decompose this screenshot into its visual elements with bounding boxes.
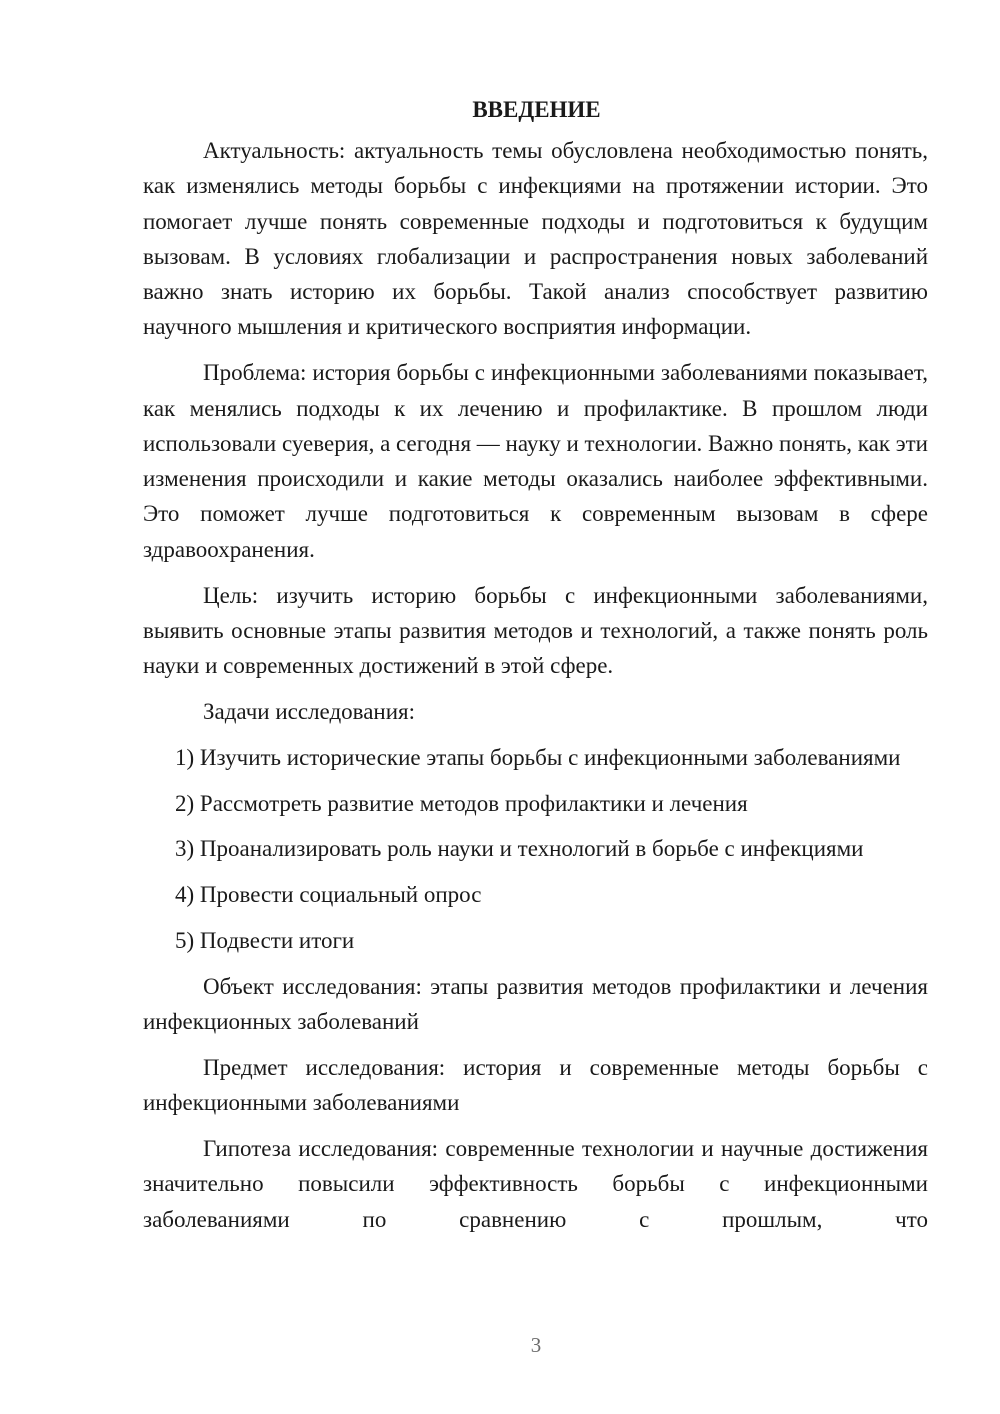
paragraph-subject: Предмет исследования: история и современные методы борьбы с инфекционными заболеваниями: [143, 1054, 928, 1116]
tasks-list: [143, 740, 928, 958]
paragraph-relevance: Актуальность: актуальность темы обусловлена необходимостью понять, как изменялись методы борьбы с инфекциями на протяжении истории. Это помогает лучше понять современные подходы и подготовиться к будущим вызовам. В условиях глобализации и распространения новых заболеваний важно знать историю их борьбы. Такой анализ способствует развитию научного мышления и критического восприятия информации.: [143, 138, 928, 340]
paragraph-problem: Проблема: история борьбы с инфекционными заболеваниями показывает, как менялись подходы к их лечению и профилактике. В прошлом люди использовали суеверия, а сегодня — науку и технологии. Важно понять, как эти изменения происходили и какие методы оказались наиболее эффективными. Это поможет лучше подготовиться к современным вызовам в сфере здравоохранения.: [143, 360, 928, 562]
document-page: [143, 92, 928, 1237]
list-item: 1) Изучить исторические этапы борьбы с инфекционными заболеваниями: [175, 744, 901, 770]
paragraph-goal: Цель: изучить историю борьбы с инфекционными заболеваниями, выявить основные этапы развития методов и технологий, а также понять роль науки и современных достижений в этой сфере.: [143, 582, 928, 679]
list-item: 5) Подвести итоги: [175, 927, 355, 953]
tasks-heading: Задачи исследования:: [203, 698, 416, 724]
section-title: ВВЕДЕНИЕ: [472, 97, 601, 122]
paragraph-hypothesis: Гипотеза исследования: современные технологии и научные достижения значительно повысили эффективность борьбы с инфекционными заболеваниями по сравнению с прошлым, что: [143, 1135, 928, 1232]
paragraph-object: Объект исследования: этапы развития методов профилактики и лечения инфекционных заболеваний: [143, 973, 928, 1035]
list-item: 3) Проанализировать роль науки и технологий в борьбе с инфекциями: [175, 836, 864, 862]
page-number: 3: [530, 1333, 542, 1357]
list-item: 4) Провести социальный опрос: [175, 882, 482, 908]
list-item: 2) Рассмотреть развитие методов профилактики и лечения: [175, 790, 748, 816]
